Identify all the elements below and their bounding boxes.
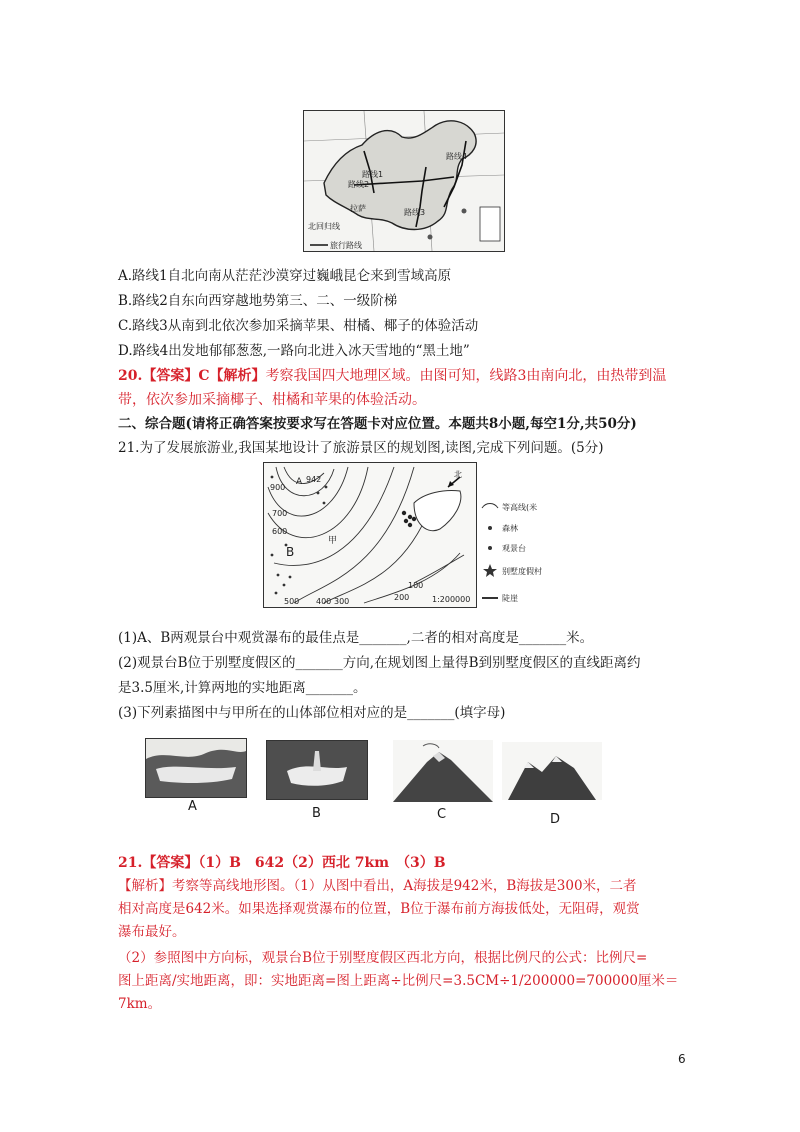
sketch-b: [266, 740, 368, 800]
q21-analysis-2: 相对高度是642米。如果选择观赏瀑布的位置，B位于瀑布前方海拔低处，无阻碍，观赏: [118, 901, 640, 917]
lhasa-label: 拉萨: [350, 204, 366, 213]
q20-answer-head: 20.【答案】C【解析】: [118, 368, 266, 384]
north-label: 北: [454, 470, 462, 479]
q20-option-c: C.路线3从南到北依次参加采摘苹果、柑橘、椰子的体验活动: [118, 318, 479, 334]
legend-symbols: [480, 498, 500, 608]
contour-300: 300: [334, 597, 350, 606]
route-label-3: 路线3: [404, 208, 426, 217]
sketch-letter-b: B: [312, 806, 321, 821]
legend-cliff: 陡崖: [502, 594, 518, 603]
tourism-contour-map: [263, 462, 477, 608]
sketch-letter-d: D: [550, 812, 561, 827]
jia-label: 甲: [328, 536, 338, 546]
contour-600: 600: [272, 527, 288, 536]
q21-sub1: (1)A、B两观景台中观赏瀑布的最佳点是_______,二者的相对高度是_______米。: [118, 630, 594, 646]
contour-700: 700: [272, 509, 288, 518]
china-route-map: [303, 110, 505, 252]
legend-viewpoint: 观景台: [502, 544, 526, 553]
q21-stem: 21.为了发展旅游业,我国某地设计了旅游景区的规划图,读图,完成下列问题。(5分): [118, 440, 604, 456]
contour-400: 400: [316, 597, 332, 606]
contour-200: 200: [394, 593, 410, 602]
q20-answer-text1: 考察我国四大地理区域。由图可知，线路3由南向北，由热带到温: [265, 368, 667, 384]
section2-title: 二、综合题(请将正确答案按要求写在答题卡对应位置。本题共8小题,每空1分,共50分): [118, 416, 637, 432]
q21-answer-line: 21.【答案】（1）B 642（2）西北 7km （3）B: [118, 855, 446, 871]
sketch-letter-c: C: [437, 807, 447, 822]
sketch-d-drawing: [502, 742, 602, 800]
legend-contour: 等高线(米: [502, 503, 538, 512]
contour-900: 900: [270, 483, 286, 492]
scale-label: 1:200000: [432, 595, 471, 604]
contour-500: 500: [284, 597, 300, 606]
contour-942: 942: [306, 475, 322, 484]
q21-analysis-4: （2）参照图中方向标，观景台B位于别墅度假区西北方向，根据比例尺的公式：比例尺=: [118, 950, 648, 966]
sketch-a: [145, 738, 247, 798]
tropic-label: 北回归线: [308, 222, 340, 231]
sketch-d: [502, 742, 602, 800]
q20-option-d: D.路线4出发地郁郁葱葱,一路向北进入冰天雪地的“黑土地”: [118, 343, 470, 359]
point-a-label: A: [296, 477, 303, 487]
sketch-b-drawing: [267, 741, 367, 799]
legend-forest: 森林: [502, 524, 518, 533]
point-b-label: B: [286, 545, 295, 559]
sketch-a-drawing: [146, 739, 246, 797]
q20-option-a: A.路线1自北向南从茫茫沙漠穿过巍峨昆仑来到雪域高原: [118, 268, 452, 284]
q21-sub2b: 是3.5厘米,计算两地的实地距离_______。: [118, 680, 367, 696]
contour-map-legend: [480, 498, 570, 608]
q20-answer-text2: 带，依次参加采摘椰子、柑橘和苹果的体验活动。: [118, 392, 426, 408]
q21-analysis-3: 瀑布最好。: [118, 924, 186, 940]
route-label-2: 路线2: [348, 180, 370, 189]
q20-option-b: B.路线2自东向西穿越地势第三、二、一级阶梯: [118, 293, 398, 309]
sketch-letter-a: A: [188, 799, 197, 814]
route-label-4: 路线4: [446, 152, 468, 161]
q20-answer-line: [118, 366, 666, 386]
legend-villa: 别墅度假村: [502, 567, 542, 576]
q21-sub3: (3)下列素描图中与甲所在的山体部位相对应的是_______(填字母): [118, 705, 506, 721]
q21-analysis-5: 图上距离/实地距离，即：实地距离=图上距离÷比例尺=3.5CM÷1/200000=700000厘米＝: [118, 973, 679, 989]
q21-analysis-1: 【解析】考察等高线地形图。（1）从图中看出，A海拔是942米，B海拔是300米，二者: [118, 878, 637, 894]
sketch-c-drawing: [393, 740, 493, 802]
q21-analysis-6: 7km。: [118, 996, 162, 1012]
contour-100: 100: [408, 581, 424, 590]
page-number: 6: [678, 1052, 686, 1066]
q21-sub2a: (2)观景台B位于别墅度假区的_______方向,在规划图上量得B到别墅度假区的直线距离约: [118, 655, 641, 671]
route-label-1: 路线1: [362, 170, 384, 179]
map-legend-route: 旅行路线: [330, 241, 362, 250]
sketch-c: [393, 740, 493, 802]
